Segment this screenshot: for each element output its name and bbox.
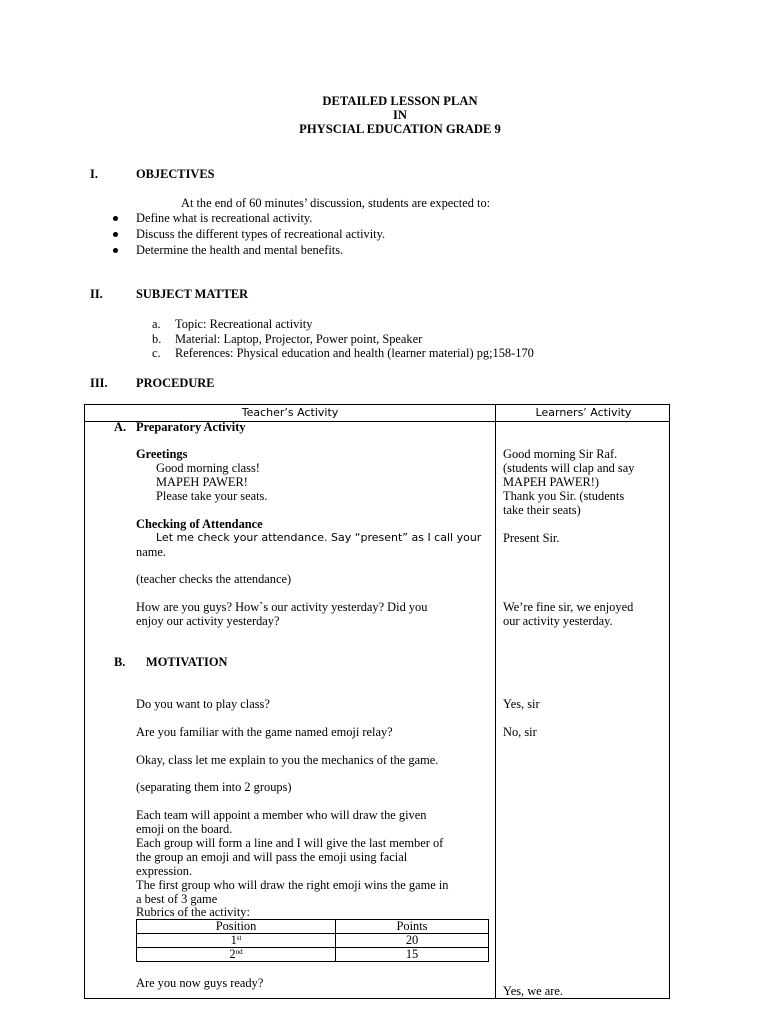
doc-title-line2: IN — [393, 108, 407, 122]
rubric-table — [136, 919, 489, 962]
attendance-heading: Checking of Attendance — [136, 517, 263, 531]
motivation-response: No, sir — [503, 725, 537, 739]
column-header-teacher: Teacher’s Activity — [241, 406, 339, 419]
greetings-heading: Greetings — [136, 447, 188, 461]
column-header-learner: Learners’ Activity — [535, 406, 632, 419]
rubric-header-points: Points — [336, 920, 489, 934]
objectives-list — [136, 211, 385, 259]
motivation-question: Are you now guys ready? — [136, 976, 264, 990]
bullet-icon — [113, 216, 118, 221]
greeting-response: Thank you Sir. (students — [503, 489, 625, 503]
rubric-row — [137, 934, 489, 948]
rubric-position: 2nd — [137, 948, 336, 962]
subject-matter-list — [152, 317, 534, 361]
objective-item: Define what is recreational activity. — [136, 211, 385, 227]
rubric-position: 1st — [137, 934, 336, 948]
motivation-question: Do you want to play class? — [136, 697, 270, 711]
motivation-mark: B. — [114, 655, 126, 669]
bullet-icon — [113, 232, 118, 237]
procedure-heading: PROCEDURE — [136, 376, 215, 390]
checkin-question-cont: enjoy our activity yesterday? — [136, 614, 280, 628]
prep-mark: A. — [114, 420, 127, 434]
prep-heading: Preparatory Activity — [136, 420, 246, 434]
mechanics-line: a best of 3 game — [136, 892, 218, 906]
mechanics-line: Each group will form a line and I will give the last member of — [136, 836, 444, 850]
motivation-question: Are you familiar with the game named emoji relay? — [136, 725, 393, 739]
motivation-instruction: Okay, class let me explain to you the mechanics of the game. — [136, 753, 439, 767]
subject-matter-number: II. — [90, 287, 103, 301]
motivation-response: Yes, we are. — [503, 984, 563, 998]
objective-item: Discuss the different types of recreational activity. — [136, 227, 385, 243]
greeting-line: Good morning class! — [156, 461, 260, 475]
rubric-points: 20 — [336, 934, 489, 948]
objective-item: Determine the health and mental benefits. — [136, 243, 385, 259]
subject-item: b. Material: Laptop, Projector, Power point, Speaker — [152, 331, 423, 346]
subject-item: c. References: Physical education and health (learner material) pg;158-170 — [152, 346, 534, 360]
doc-title-line3: PHYSCIAL EDUCATION GRADE 9 — [299, 122, 501, 136]
attendance-instruction-cont: name. — [136, 545, 166, 559]
table-divider — [495, 405, 496, 998]
mechanics-line: emoji on the board. — [136, 822, 233, 836]
greeting-line: MAPEH PAWER! — [156, 475, 248, 489]
attendance-note: (teacher checks the attendance) — [136, 572, 292, 586]
attendance-instruction: Let me check your attendance. Say “present” as I call your — [156, 531, 482, 544]
motivation-response: Yes, sir — [503, 697, 540, 711]
checkin-response-cont: our activity yesterday. — [503, 614, 613, 628]
subject-item: a. Topic: Recreational activity — [152, 317, 313, 331]
greeting-response: Good morning Sir Raf. — [503, 447, 618, 461]
checkin-question: How are you guys? How`s our activity yesterday? Did you — [136, 600, 428, 614]
rubric-header-position: Position — [137, 920, 336, 934]
subject-matter-heading: SUBJECT MATTER — [136, 287, 249, 301]
rubric-points: 15 — [336, 948, 489, 962]
mechanics-line: The first group who will draw the right emoji wins the game in — [136, 878, 449, 892]
procedure-number: III. — [90, 376, 108, 390]
rubric-header-row — [137, 920, 489, 934]
greeting-response: take their seats) — [503, 503, 581, 517]
checkin-response: We’re fine sir, we enjoyed — [503, 600, 634, 614]
bullet-icon — [113, 248, 118, 253]
doc-title-line1: DETAILED LESSON PLAN — [322, 94, 478, 108]
greeting-response: (students will clap and say — [503, 461, 635, 475]
objectives-intro: At the end of 60 minutes’ discussion, students are expected to: — [181, 196, 491, 210]
greeting-response: MAPEH PAWER!) — [503, 475, 599, 489]
objectives-number: I. — [90, 167, 98, 181]
rubric-row — [137, 948, 489, 962]
objectives-heading: OBJECTIVES — [136, 167, 215, 181]
mechanics-line: Each team will appoint a member who will draw the given — [136, 808, 427, 822]
greeting-line: Please take your seats. — [156, 489, 268, 503]
mechanics-line: expression. — [136, 864, 193, 878]
attendance-response: Present Sir. — [503, 531, 560, 545]
motivation-note: (separating them into 2 groups) — [136, 780, 292, 794]
rubrics-label: Rubrics of the activity: — [136, 905, 250, 919]
mechanics-line: the group an emoji and will pass the emoji using facial — [136, 850, 408, 864]
motivation-heading: MOTIVATION — [146, 655, 228, 669]
